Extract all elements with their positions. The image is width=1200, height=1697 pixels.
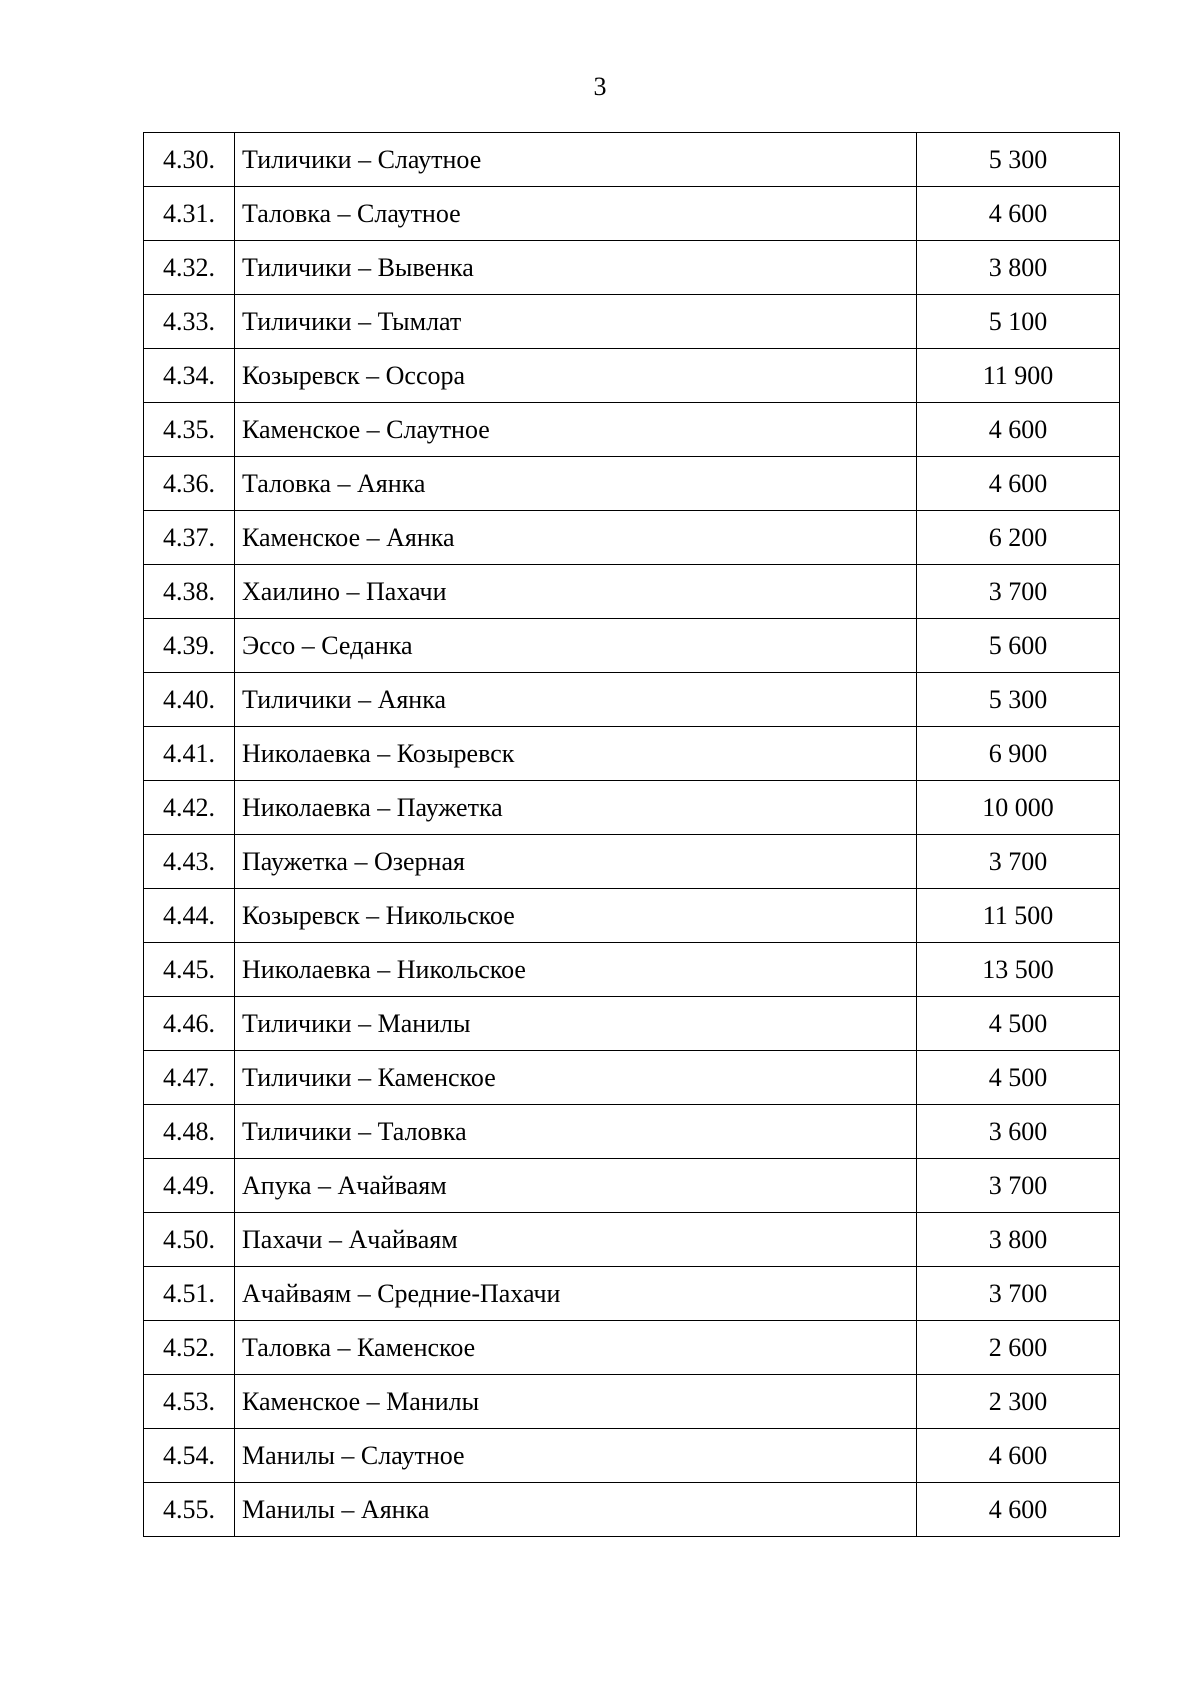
route-value: 4 500 <box>917 997 1120 1051</box>
routes-table-body <box>144 133 1120 1537</box>
row-number: 4.35. <box>144 403 235 457</box>
table-row <box>144 727 1120 781</box>
row-number: 4.40. <box>144 673 235 727</box>
route-value: 3 700 <box>917 835 1120 889</box>
table-row <box>144 511 1120 565</box>
route-value: 10 000 <box>917 781 1120 835</box>
table-row <box>144 1267 1120 1321</box>
row-number: 4.36. <box>144 457 235 511</box>
row-number: 4.46. <box>144 997 235 1051</box>
route-name: Козыревск – Оссора <box>235 349 917 403</box>
route-name: Хаилино – Пахачи <box>235 565 917 619</box>
route-value: 5 100 <box>917 295 1120 349</box>
route-name: Эссо – Седанка <box>235 619 917 673</box>
route-name: Николаевка – Козыревск <box>235 727 917 781</box>
row-number: 4.51. <box>144 1267 235 1321</box>
route-name: Тиличики – Аянка <box>235 673 917 727</box>
row-number: 4.34. <box>144 349 235 403</box>
route-value: 4 600 <box>917 187 1120 241</box>
route-name: Таловка – Аянка <box>235 457 917 511</box>
route-name: Таловка – Каменское <box>235 1321 917 1375</box>
route-value: 5 300 <box>917 673 1120 727</box>
row-number: 4.54. <box>144 1429 235 1483</box>
table-row <box>144 1483 1120 1537</box>
route-name: Николаевка – Никольское <box>235 943 917 997</box>
route-name: Манилы – Слаутное <box>235 1429 917 1483</box>
row-number: 4.38. <box>144 565 235 619</box>
row-number: 4.43. <box>144 835 235 889</box>
row-number: 4.33. <box>144 295 235 349</box>
route-value: 3 700 <box>917 1159 1120 1213</box>
table-row <box>144 1429 1120 1483</box>
route-value: 3 700 <box>917 565 1120 619</box>
route-value: 5 600 <box>917 619 1120 673</box>
route-value: 4 600 <box>917 457 1120 511</box>
row-number: 4.30. <box>144 133 235 187</box>
route-value: 4 600 <box>917 1429 1120 1483</box>
row-number: 4.44. <box>144 889 235 943</box>
route-value: 13 500 <box>917 943 1120 997</box>
table-row <box>144 403 1120 457</box>
table-row <box>144 1375 1120 1429</box>
route-name: Николаевка – Паужетка <box>235 781 917 835</box>
table-row <box>144 187 1120 241</box>
table-row <box>144 1213 1120 1267</box>
route-value: 3 600 <box>917 1105 1120 1159</box>
route-value: 6 200 <box>917 511 1120 565</box>
route-name: Пахачи – Ачайваям <box>235 1213 917 1267</box>
table-row <box>144 889 1120 943</box>
table-row <box>144 1105 1120 1159</box>
route-name: Козыревск – Никольское <box>235 889 917 943</box>
route-name: Каменское – Аянка <box>235 511 917 565</box>
row-number: 4.50. <box>144 1213 235 1267</box>
route-name: Манилы – Аянка <box>235 1483 917 1537</box>
table-row <box>144 781 1120 835</box>
table-row <box>144 619 1120 673</box>
route-name: Тиличики – Слаутное <box>235 133 917 187</box>
table-row <box>144 457 1120 511</box>
page-number: 3 <box>593 72 607 101</box>
table-row <box>144 1159 1120 1213</box>
route-value: 2 600 <box>917 1321 1120 1375</box>
row-number: 4.32. <box>144 241 235 295</box>
table-row <box>144 997 1120 1051</box>
route-name: Каменское – Слаутное <box>235 403 917 457</box>
table-row <box>144 349 1120 403</box>
route-value: 6 900 <box>917 727 1120 781</box>
table-row <box>144 835 1120 889</box>
row-number: 4.55. <box>144 1483 235 1537</box>
route-value: 11 900 <box>917 349 1120 403</box>
row-number: 4.53. <box>144 1375 235 1429</box>
route-name: Тиличики – Вывенка <box>235 241 917 295</box>
route-name: Тиличики – Манилы <box>235 997 917 1051</box>
row-number: 4.47. <box>144 1051 235 1105</box>
table-row <box>144 565 1120 619</box>
route-value: 5 300 <box>917 133 1120 187</box>
row-number: 4.41. <box>144 727 235 781</box>
route-name: Паужетка – Озерная <box>235 835 917 889</box>
table-row <box>144 1321 1120 1375</box>
route-value: 3 800 <box>917 1213 1120 1267</box>
row-number: 4.48. <box>144 1105 235 1159</box>
route-value: 3 800 <box>917 241 1120 295</box>
route-value: 3 700 <box>917 1267 1120 1321</box>
routes-table <box>143 132 1120 1537</box>
route-name: Апука – Ачайваям <box>235 1159 917 1213</box>
route-name: Тиличики – Таловка <box>235 1105 917 1159</box>
table-row <box>144 1051 1120 1105</box>
table-row <box>144 295 1120 349</box>
route-name: Таловка – Слаутное <box>235 187 917 241</box>
row-number: 4.39. <box>144 619 235 673</box>
route-value: 2 300 <box>917 1375 1120 1429</box>
row-number: 4.49. <box>144 1159 235 1213</box>
route-value: 11 500 <box>917 889 1120 943</box>
row-number: 4.52. <box>144 1321 235 1375</box>
route-value: 4 600 <box>917 403 1120 457</box>
route-name: Тиличики – Каменское <box>235 1051 917 1105</box>
table-row <box>144 943 1120 997</box>
row-number: 4.42. <box>144 781 235 835</box>
row-number: 4.37. <box>144 511 235 565</box>
route-value: 4 600 <box>917 1483 1120 1537</box>
row-number: 4.45. <box>144 943 235 997</box>
route-value: 4 500 <box>917 1051 1120 1105</box>
table-row <box>144 133 1120 187</box>
route-name: Ачайваям – Средние-Пахачи <box>235 1267 917 1321</box>
route-name: Тиличики – Тымлат <box>235 295 917 349</box>
table-row <box>144 673 1120 727</box>
table-row <box>144 241 1120 295</box>
row-number: 4.31. <box>144 187 235 241</box>
route-name: Каменское – Манилы <box>235 1375 917 1429</box>
